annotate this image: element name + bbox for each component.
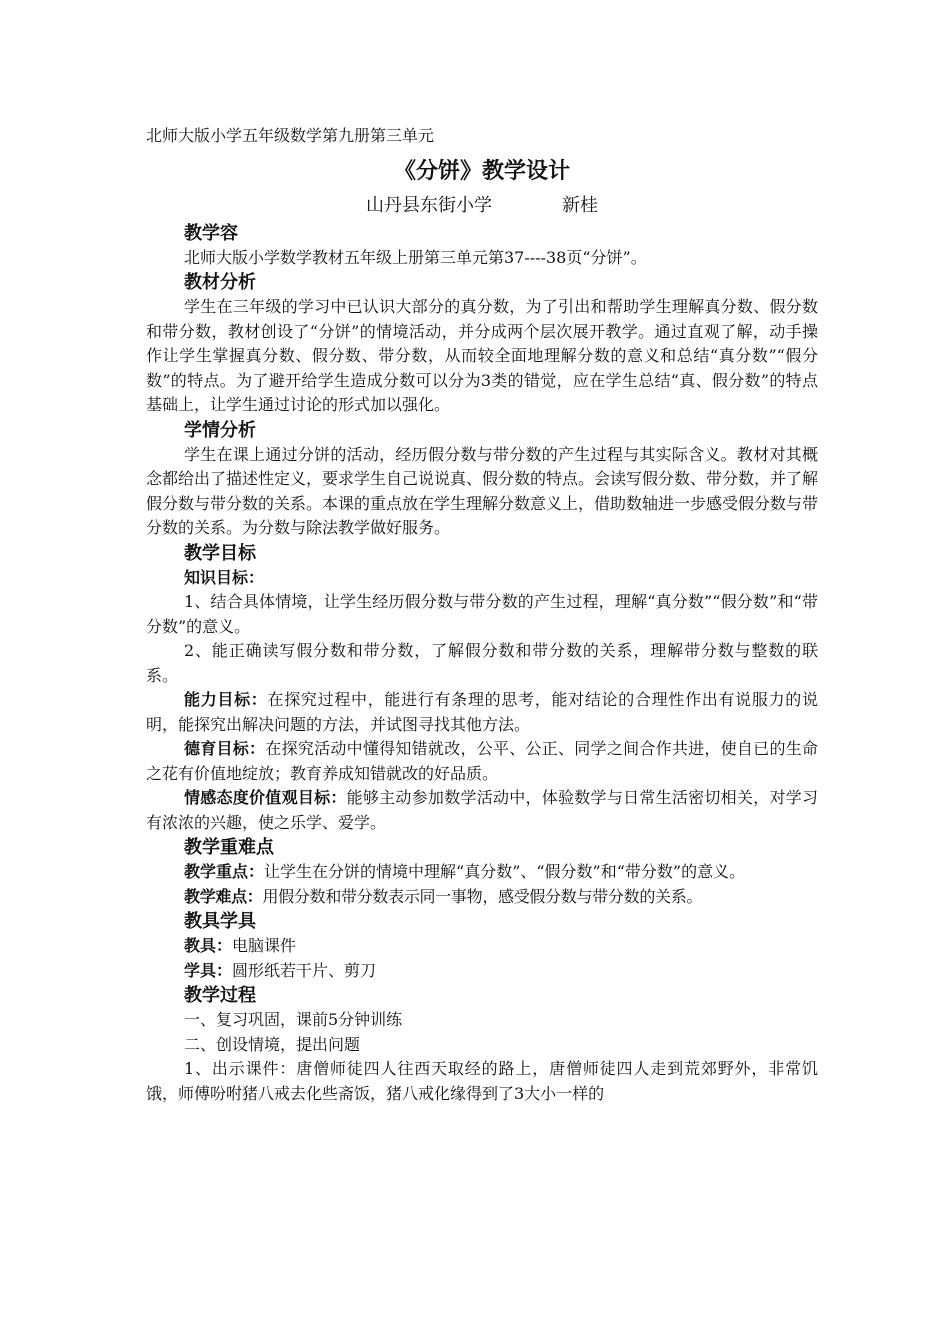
heading-goals: 教学目标 — [184, 542, 256, 564]
student-tools — [146, 959, 818, 984]
ability-goal-label: 能力目标： — [184, 690, 268, 709]
difficult-point-text: 用假分数和带分数表示同一事物，感受假分数与带分数的关系。 — [262, 886, 703, 906]
key-point-label: 教学重点： — [184, 862, 265, 881]
student-tools-label: 学具： — [184, 960, 233, 980]
knowledge-goal-1: 1、结合具体情境，让学生经历假分数与带分数的产生过程，理解“真分数”“假分数”和“带分数”的意义。 — [146, 592, 818, 636]
teacher-tools — [146, 934, 818, 959]
student-tools-text: 圆形纸若干片、剪刀 — [232, 960, 377, 980]
heading-student-analysis: 学情分析 — [184, 419, 256, 441]
difficult-point-label: 教学难点： — [184, 886, 263, 906]
difficult-point — [146, 885, 818, 910]
author-name: 新桂 — [562, 194, 598, 216]
heading-tools: 教具学具 — [184, 911, 256, 932]
emotion-goal-label: 情感态度价值观目标： — [184, 788, 347, 807]
process-step-2: 二、创设情境，提出问题 — [184, 1034, 361, 1054]
emotion-goal — [146, 786, 818, 835]
key-point — [146, 860, 818, 885]
process-step-1: 一、复习巩固，课前5分钟训练 — [184, 1010, 403, 1029]
knowledge-goal-label: 知识目标： — [184, 567, 265, 587]
key-point-text: 让学生在分饼的情境中理解“真分数”、“假分数”和“带分数”的意义。 — [264, 862, 746, 881]
document-page — [146, 124, 818, 1106]
moral-goal-label: 德育目标： — [184, 739, 266, 758]
knowledge-goal-2: 2、能正确读写假分数和带分数，了解假分数和带分数的关系，理解带分数与整数的联系。 — [146, 641, 818, 685]
heading-textbook-analysis: 教材分析 — [184, 272, 256, 293]
heading-keypoints: 教学重难点 — [184, 837, 274, 858]
document-series-line: 北师大版小学五年级数学第九册第三单元 — [146, 126, 435, 145]
moral-goal-text: 在探究活动中懂得知错就改，公平、公正、同学之间合作共进，使自已的生命之花有价值地绽放；教育养成知错就改的好品质。 — [146, 739, 818, 783]
heading-content: 教学容 — [184, 222, 238, 244]
ability-goal-text: 在探究过程中，能进行有条理的思考，能对结论的合理性作出有说服力的说明，能探究出解决问题的方法，并试图寻找其他方法。 — [146, 690, 818, 734]
emotion-goal-text: 能够主动参加数学活动中，体验数学与日常生活密切相关，对学习有浓浓的兴趣，使之乐学、爱学。 — [146, 788, 818, 832]
heading-process: 教学过程 — [184, 985, 256, 1006]
moral-goal — [146, 737, 818, 786]
byline — [146, 193, 818, 219]
document-title: 《分饼》教学设计 — [393, 157, 570, 184]
school-name: 山丹县东街小学 — [366, 194, 492, 216]
student-analysis-text: 学生在课上通过分饼的活动，经历假分数与带分数的产生过程与其实际含义。教材对其概念都给出了描述性定义，要求学生自己说说真、假分数的特点。会读写假分数、带分数，并了解假分数与带分数的关系。本课的重点放在学生理解分数意义上，借助数轴进一步感受假分数与带分数的关系。为分数与除法教学做好服务。 — [146, 444, 819, 537]
textbook-analysis-text: 学生在三年级的学习中已认识大部分的真分数，为了引出和帮助学生理解真分数、假分数和带分数，教材创设了“分饼”的情境活动，并分成两个层次展开教学。通过直观了解，动手操作让学生掌握真分数、假分数、带分数，从而较全面地理解分数的意义和总结“真分数”“假分数”的特点。为了避开给学生造成分数可以分为3类的错觉，应在学生总结“真、假分数”的特点基础上，让学生通过讨论的形式加以强化。 — [146, 297, 818, 414]
teacher-tools-label: 教具： — [184, 936, 233, 955]
teacher-tools-text: 电脑课件 — [232, 936, 297, 955]
process-step-3: 1、出示课件：唐僧师徒四人往西天取经的路上，唐僧师徒四人走到荒郊野外，非常饥饿，师傅吩咐猪八戒去化些斋饭，猪八戒化缘得到了3大小一样的 — [146, 1059, 818, 1103]
ability-goal — [146, 688, 818, 737]
content-text: 北师大版小学数学教材五年级上册第三单元第37----38页“分饼”。 — [184, 247, 647, 267]
